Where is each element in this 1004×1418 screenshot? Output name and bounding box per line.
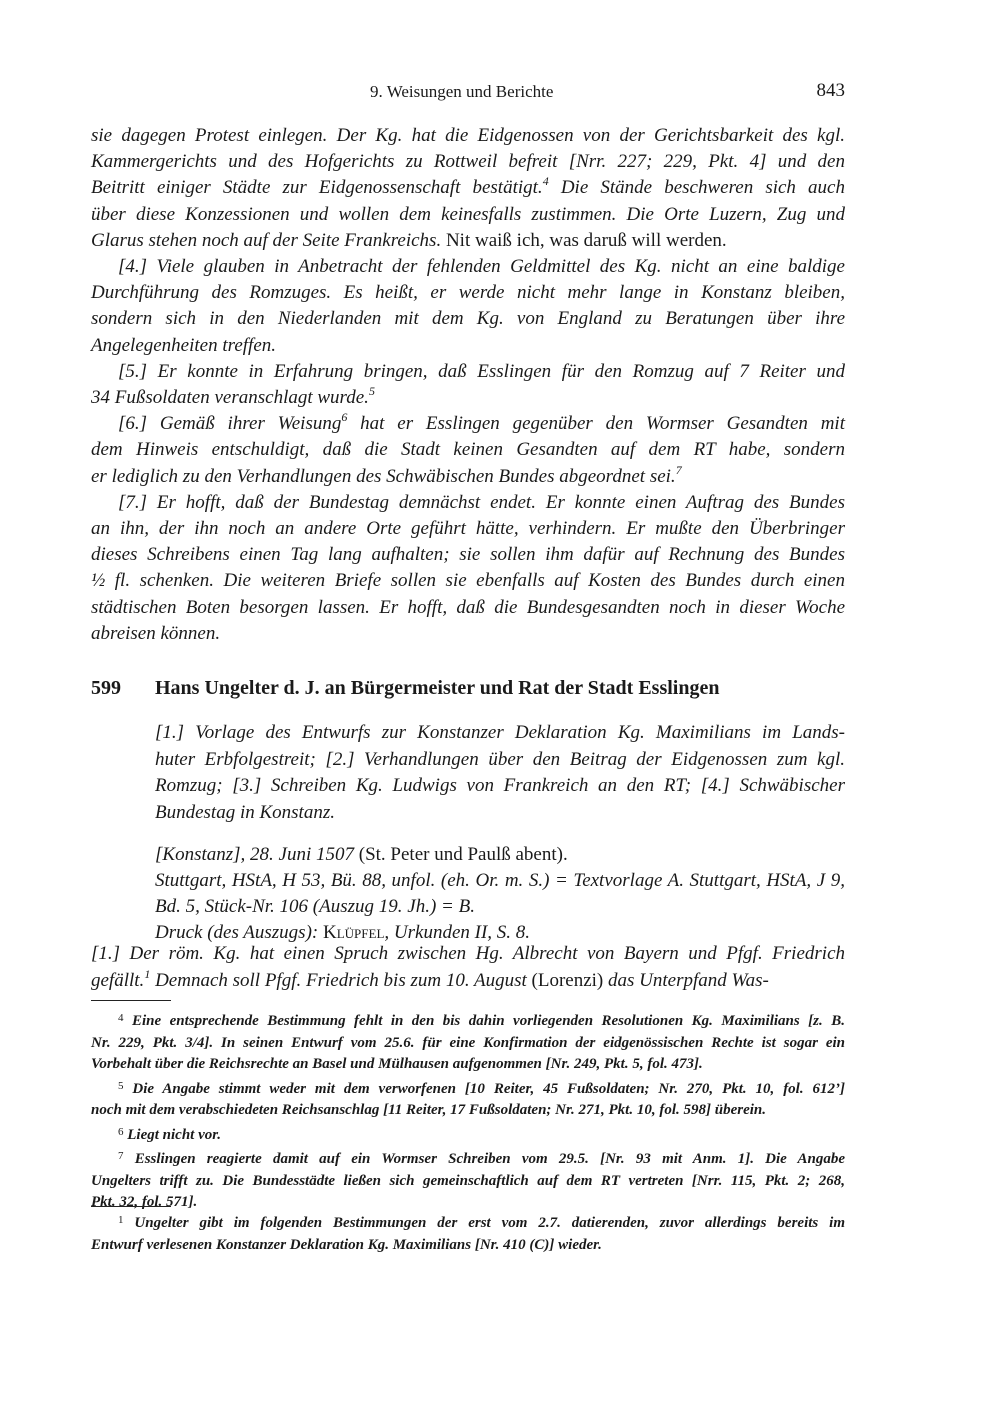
text-line bbox=[91, 123, 845, 149]
text-line bbox=[155, 747, 845, 774]
text-segment: Romzug; [3.] Schreiben Kg. Ludwigs von Frankreich an den RT; [4.] Schwäbischer bbox=[155, 775, 845, 796]
text-line bbox=[91, 1210, 845, 1235]
text-line bbox=[91, 1146, 845, 1171]
paragraph bbox=[91, 359, 845, 411]
text-line bbox=[91, 464, 845, 490]
text-line bbox=[91, 568, 845, 594]
text-line bbox=[91, 280, 845, 306]
text-segment: Nr. 229, Pkt. 3/4]. In seinen Entwurf vom 25.6. für eine Konfirmation der eidgenössischen Rechte ist sogar ein bbox=[91, 1034, 845, 1051]
paragraph bbox=[91, 1076, 845, 1122]
text-segment: Angelegenheiten treffen. bbox=[91, 334, 276, 356]
text-line bbox=[155, 842, 845, 868]
paragraph bbox=[155, 868, 845, 920]
text-line bbox=[155, 773, 845, 800]
text-line bbox=[91, 1008, 845, 1033]
footnote-rule bbox=[91, 1206, 171, 1207]
text-segment: sie dagegen Protest einlegen. Der Kg. hat die Eidgenossen von der Gerichtsbarkeit des kgl. bbox=[91, 125, 845, 146]
text-line bbox=[91, 359, 845, 385]
text-line bbox=[155, 720, 845, 747]
text-line bbox=[91, 1171, 845, 1193]
text-segment: [4.] Viele glauben in Anbetracht der fehlenden Geldmittel des Kg. nicht an eine baldige bbox=[118, 256, 845, 278]
text-line bbox=[155, 868, 845, 894]
text-line bbox=[91, 621, 845, 647]
text-segment: er lediglich zu den Verhandlungen des Schwäbischen Bundes abgeordnet sei. bbox=[91, 465, 676, 487]
paragraph bbox=[91, 411, 845, 490]
text-segment: hat er Esslingen gegenüber den Wormser Gesandten mit bbox=[347, 413, 845, 435]
text-segment: Vorbehalt über die Reichsrechte an Basel und Mülhausen aufgenommen [Nr. 249, Pkt. 5, fol. 473]. bbox=[91, 1056, 703, 1072]
text-line bbox=[91, 542, 845, 568]
text-segment: das Unterpfand Was- bbox=[608, 969, 769, 991]
text-segment: Die Stände beschweren sich auch bbox=[548, 177, 845, 199]
text-line bbox=[91, 175, 845, 201]
footnote-marker: 5 bbox=[118, 1079, 124, 1092]
text-segment: Liegt nicht vor. bbox=[123, 1126, 221, 1143]
text-segment: städtischen Boten besorgen lassen. Er hofft, daß die Bundesgesandten noch in dieser Woche bbox=[91, 596, 845, 618]
footnote-marker: 1 bbox=[118, 1214, 124, 1226]
text-segment: Ungelter gibt im folgenden Bestimmungen der erst vom 2.7. datierenden, zuvor allerdings bereits im bbox=[123, 1215, 845, 1231]
footnote-marker: 6 bbox=[118, 1125, 124, 1138]
text-segment: Pkt. 32, fol. 571]. bbox=[91, 1194, 198, 1210]
text-line bbox=[91, 1235, 845, 1257]
text-line bbox=[91, 1076, 845, 1101]
text-segment: sondern sich in den Niederlanden mit dem Kg. von England zu Beratungen über ihre bbox=[91, 308, 845, 330]
text-line bbox=[91, 149, 845, 175]
text-line bbox=[91, 202, 845, 228]
paragraph bbox=[91, 1146, 845, 1214]
text-segment: abreisen können. bbox=[91, 622, 221, 644]
text-segment: 34 Fußsoldaten veranschlagt wurde. bbox=[91, 387, 369, 409]
letter-summary-continued bbox=[91, 123, 845, 647]
source-apparatus bbox=[155, 842, 845, 946]
text-segment: ½ fl. schenken. Die weiteren Briefe sollen sie ebenfalls auf Kosten des Bundes durch einen bbox=[91, 570, 845, 592]
footnote-marker: 6 bbox=[341, 410, 348, 425]
footnote-marker: 4 bbox=[118, 1012, 124, 1024]
text-segment: Esslingen reagierte damit auf ein Wormser Schreiben vom 29.5. [Nr. 93 mit Anm. 1]. Die Angabe bbox=[123, 1151, 845, 1167]
paragraph bbox=[91, 1122, 845, 1147]
paragraph bbox=[91, 490, 845, 647]
text-line bbox=[91, 968, 845, 995]
text-line bbox=[91, 1054, 845, 1076]
text-line bbox=[155, 894, 845, 920]
paragraph bbox=[91, 254, 845, 359]
text-line bbox=[91, 437, 845, 463]
text-line bbox=[91, 1033, 845, 1055]
text-segment: Klüpfel bbox=[323, 922, 385, 943]
text-segment: [7.] Er hofft, daß der Bundestag demnächst endet. Er konnte einen Auftrag des Bundes bbox=[118, 491, 845, 513]
text-segment: (Lorenzi) bbox=[526, 969, 609, 991]
document-regest bbox=[155, 720, 845, 826]
footnotes bbox=[91, 1008, 845, 1214]
paragraph bbox=[91, 123, 845, 254]
text-segment: Nit waiß ich, was daruß will werden. bbox=[441, 229, 727, 251]
text-segment: Eine entsprechende Bestimmung fehlt in den bis dahin vorliegenden Resolutionen Kg. Maximilians [z. B. bbox=[123, 1013, 845, 1029]
text-segment: [Konstanz], 28. Juni 1507 bbox=[155, 844, 354, 865]
text-segment: [6.] Gemäß ihrer Weisung bbox=[118, 413, 342, 435]
footnote-marker: 7 bbox=[675, 462, 682, 477]
paragraph bbox=[91, 1210, 845, 1256]
text-segment: gefällt. bbox=[91, 969, 145, 991]
document-body bbox=[91, 941, 845, 994]
paragraph bbox=[155, 720, 845, 826]
text-segment: Bd. 5, Stück-Nr. 106 (Auszug 19. Jh.) = B. bbox=[155, 896, 475, 917]
page-number: 843 bbox=[816, 80, 845, 101]
text-line bbox=[91, 385, 845, 411]
text-line bbox=[91, 490, 845, 516]
text-segment: dem Hinweis entschuldigt, daß die Stadt keinen Gesandten auf dem RT habe, sondern bbox=[91, 439, 845, 461]
paragraph bbox=[91, 1008, 845, 1076]
text-segment: [1.] Vorlage des Entwurfs zur Konstanzer Deklaration Kg. Maximilians im Lands- bbox=[155, 722, 845, 743]
document-title: Hans Ungelter d. J. an Bürgermeister und Rat der Stadt Esslingen bbox=[155, 677, 720, 699]
text-segment: Demnach soll Pfgf. Friedrich bis zum 10. August bbox=[150, 969, 527, 991]
text-segment: Ungelters trifft zu. Die Bundesstädte ließen sich gemeinschaftlich auf dem RT vertreten [Nrr. 115, Pkt. 2; 268, bbox=[91, 1172, 845, 1189]
text-segment: Bundestag in Konstanz. bbox=[155, 801, 335, 823]
text-line bbox=[91, 228, 845, 254]
text-segment: Kammergerichts und des Hofgerichts zu Rottweil befreit [Nrr. 227; 229, Pkt. 4] und den bbox=[91, 151, 845, 173]
paragraph bbox=[91, 941, 845, 994]
text-segment: [5.] Er konnte in Erfahrung bringen, daß Esslingen für den Romzug auf 7 Reiter und bbox=[118, 360, 845, 382]
text-line bbox=[91, 1122, 845, 1147]
text-segment: Durchführung des Romzuges. Es heißt, er werde nicht mehr lange in Konstanz bleiben, bbox=[91, 282, 845, 304]
text-line bbox=[91, 333, 845, 359]
text-segment: Entwurf verlesenen Konstanzer Deklaration Kg. Maximilians [Nr. 410 (C)] wieder. bbox=[91, 1236, 602, 1253]
text-segment: Stuttgart, HStA, H 53, Bü. 88, unfol. (eh. Or. m. S.) = Textvorlage A. Stuttgart, HStA, J 9, bbox=[155, 870, 845, 891]
footnote-marker: 7 bbox=[118, 1150, 124, 1162]
document-footnotes bbox=[91, 1210, 845, 1256]
text-line bbox=[91, 595, 845, 621]
text-segment: Beitritt einiger Städte zur Eidgenossenschaft bestätigt. bbox=[91, 177, 543, 199]
footnote-marker: 4 bbox=[542, 174, 549, 189]
text-segment: über diese Konzessionen und wollen dem keinesfalls zustimmen. Die Orte Luzern, Zug und bbox=[91, 203, 845, 225]
text-segment: (St. Peter und Paulß abent). bbox=[354, 844, 568, 865]
text-segment: Die Angabe stimmt weder mit dem verworfenen [10 Reiter, 45 Fußsoldaten; Nr. 270, Pkt. 10, fol. 612’] bbox=[123, 1080, 845, 1097]
text-segment: an ihn, der ihn noch an andere Orte geführt hätte, verhindern. Er mußte den Überbringer bbox=[91, 518, 845, 540]
text-line bbox=[91, 254, 845, 280]
running-head: 9. Weisungen und Berichte bbox=[370, 82, 554, 101]
footnote-marker: 5 bbox=[368, 384, 375, 399]
text-line bbox=[91, 1100, 845, 1122]
text-line bbox=[155, 800, 845, 827]
text-segment: noch mit dem verabschiedeten Reichsanschlag [11 Reiter, 17 Fußsoldaten; Nr. 271, Pkt. 10, fol. 598] überein. bbox=[91, 1102, 767, 1118]
text-segment: Druck (des Auszugs): bbox=[155, 922, 323, 943]
text-segment: Glarus stehen noch auf der Seite Frankreichs. bbox=[91, 229, 442, 251]
text-line bbox=[91, 306, 845, 332]
text-segment: , Urkunden II, S. 8. bbox=[384, 922, 531, 943]
paragraph bbox=[155, 842, 845, 868]
text-segment: [1.] Der röm. Kg. hat einen Spruch zwischen Hg. Albrecht von Bayern und Pfgf. Friedrich bbox=[91, 943, 845, 964]
text-segment: huter Erbfolgestreit; [2.] Verhandlungen über den Beitrag der Eidgenossen zum kgl. bbox=[155, 748, 845, 770]
footnote-rule bbox=[91, 1000, 171, 1001]
document-number: 599 bbox=[91, 677, 121, 699]
text-line bbox=[91, 941, 845, 968]
text-segment: dieses Schreibens einen Tag lang aufhalten; sie sollen ihm dafür auf Rechnung des Bundes bbox=[91, 544, 845, 566]
text-line bbox=[91, 411, 845, 437]
footnote-marker: 1 bbox=[144, 966, 151, 981]
text-line bbox=[91, 516, 845, 542]
